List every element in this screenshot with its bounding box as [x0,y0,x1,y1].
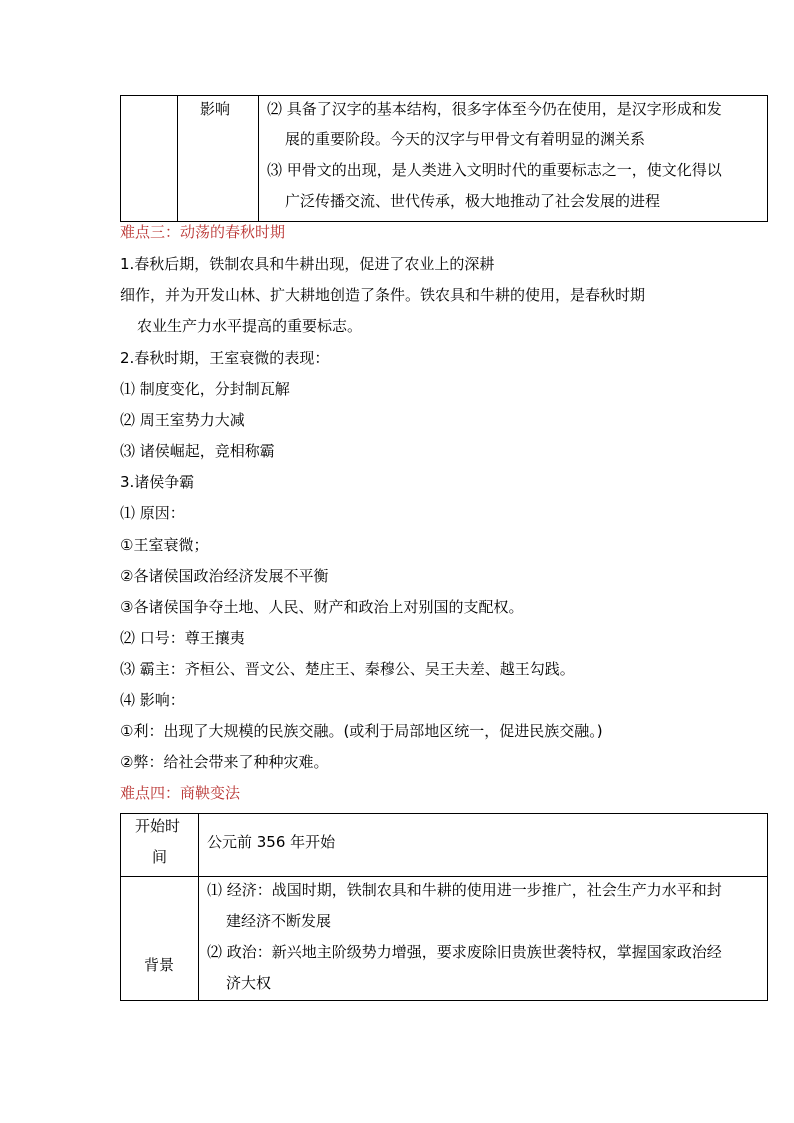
impact-item-2-line1: ⑵ 具备了汉字的基本结构，很多字体至今仍在使用，是汉字形成和发 [267,100,722,118]
start-time-value-cell [199,814,768,877]
background-label-cell [121,877,199,1001]
section-3-line: ⑶ 霸主：齐桓公、晋文公、楚庄王、秦穆公、吴王夫差、越王勾践。 [120,660,575,678]
section-4-heading: 难点四：商鞅变法 [120,784,241,802]
section-3-line: ②弊：给社会带来了种种灾难。 [120,753,329,771]
section-3-line: 2.春秋时期，王室衰微的表现： [120,349,330,367]
section-3-line: ⑷ 影响： [120,691,185,709]
impact-label: 影响 [200,100,231,118]
section-3-line: ⑵ 口号：尊王攘夷 [120,629,245,647]
start-time-label-line1: 开始时 [135,817,181,835]
background-label: 背景 [144,956,175,974]
section-3-line: 3.诸侯争霸 [120,473,195,491]
impact-item-2-line2: 展的重要阶段。今天的汉字与甲骨文有着明显的渊关系 [285,130,646,148]
section-3-line: ①王室衰微； [120,536,209,554]
impact-table-blank-cell [121,96,178,222]
section-3-line: ②各诸侯国政治经济发展不平衡 [120,567,329,585]
impact-item-3-line1: ⑶ 甲骨文的出现，是人类进入文明时代的重要标志之一，使文化得以 [267,161,722,179]
impact-item-3-line2: 广泛传播交流、世代传承，极大地推动了社会发展的进程 [285,192,661,210]
background-item-1-line1: ⑴ 经济：战国时期，铁制农具和牛耕的使用进一步推广，社会生产力水平和封 [207,881,722,899]
start-time-label-cell [121,814,199,877]
impact-table-label-cell [178,96,259,222]
impact-table-content-cell [259,96,768,222]
section-3-line: ①利：出现了大规模的民族交融。(或利于局部地区统一，促进民族交融。) [120,722,603,740]
start-time-value: 公元前 356 年开始 [207,833,336,851]
section-3-line: ⑴ 制度变化，分封制瓦解 [120,380,290,398]
start-time-label-line2: 间 [152,848,168,866]
reform-table [120,813,768,1001]
section-3-line: 细作，并为开发山林、扩大耕地创造了条件。铁农具和牛耕的使用，是春秋时期 [120,286,646,304]
background-content-cell [199,877,768,1001]
background-item-1-line2: 建经济不断发展 [226,912,332,930]
section-3-line: ⑵ 周王室势力大减 [120,411,245,429]
section-3-line: 农业生产力水平提高的重要标志。 [137,317,363,335]
section-3-line: 1.春秋后期，铁制农具和牛耕出现，促进了农业上的深耕 [120,255,495,273]
section-3-line: ③各诸侯国争夺土地、人民、财产和政治上对别国的支配权。 [120,598,524,616]
background-item-2-line2: 济大权 [226,974,272,992]
impact-table [120,95,768,222]
background-item-2-line1: ⑵ 政治：新兴地主阶级势力增强，要求废除旧贵族世袭特权，掌握国家政治经 [207,943,722,961]
section-3-heading: 难点三：动荡的春秋时期 [120,223,286,241]
section-3-line: ⑶ 诸侯崛起，竞相称霸 [120,442,275,460]
section-3-line: ⑴ 原因： [120,504,185,522]
